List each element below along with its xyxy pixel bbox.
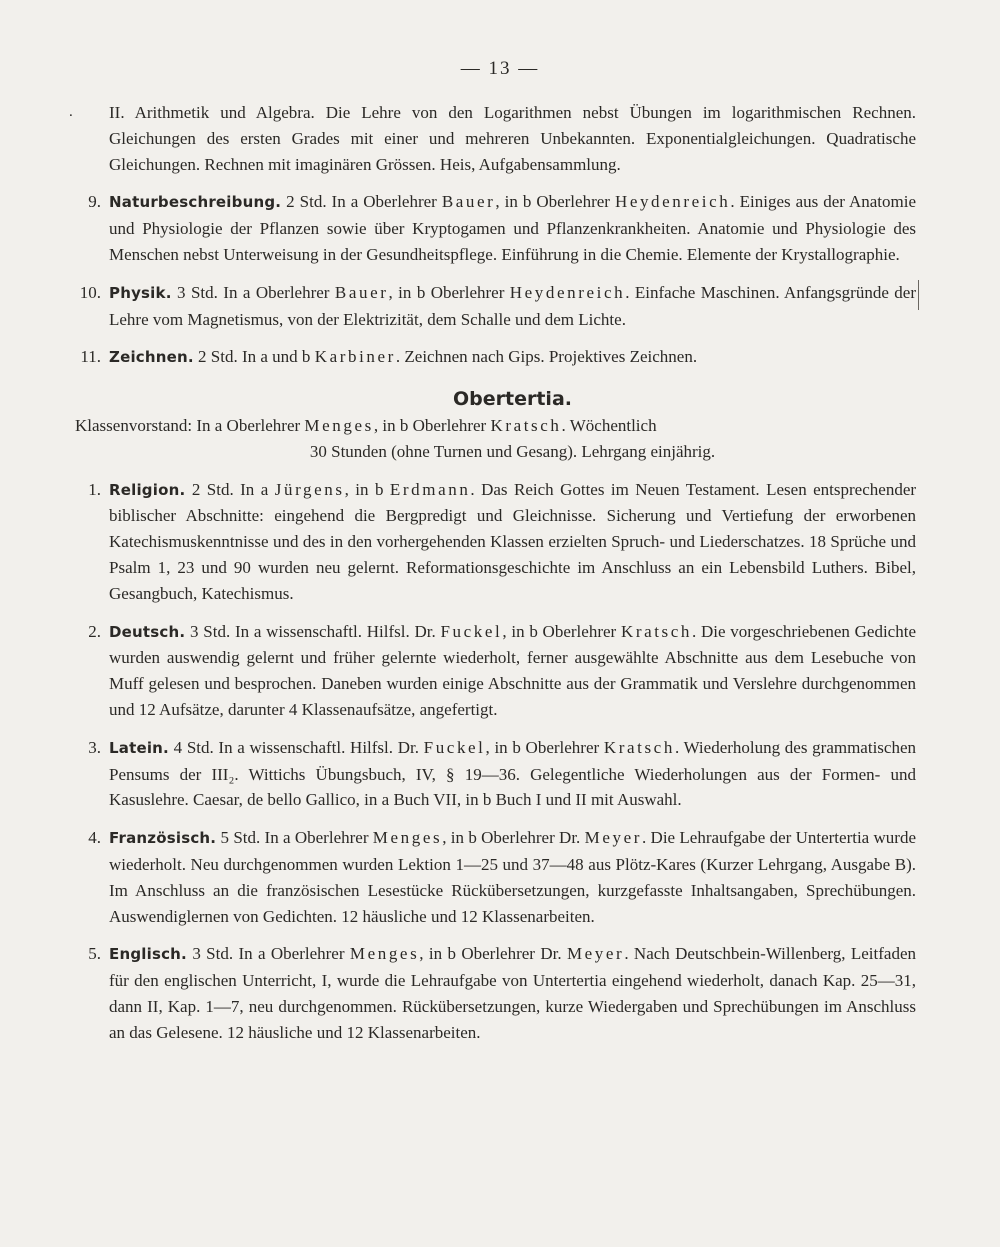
entry-text: . Das Reich Gottes im Neuen Testament. Lesen entsprechender biblischer Abschnitte: eingehend die Bergpredigt und Gleichnisse. Sicherung und Vertiefung der erworbenen Katechismuskenntnisse und des in den vorhergehenden Klassen erzielten Spruch- und Liederschatzes. 18 Sprüche und Psalm 1, 23 und 90 wurden neu gelernt. Reformationsgeschichte im Anschluss an ein Lebensbild Luthers. Bibel, Gesangbuch, Katechismus. — [109, 479, 917, 603]
entry-text: II. Arithmetik und Algebra. Die Lehre von den Logarithmen nebst Übungen im logarithmischen Rechnen. Gleichungen des ersten Grades mit einer und mehreren Unbekannten. Exponentialgleichungen. Quadratische Gleichungen. Rechnen mit imaginären Grössen. Heis, Aufgabensammlung. — [109, 103, 916, 174]
entry-pre: 2 Std. In a und b — [198, 347, 311, 367]
margin-dot: . — [69, 104, 73, 120]
entry-mid: , in b Oberlehrer — [388, 282, 505, 302]
teacher-name: Karbiner — [314, 347, 396, 367]
entry-heading: Französisch. — [109, 829, 217, 848]
entry-heading: Latein. — [109, 738, 169, 757]
entry-englisch — [88, 941, 916, 1045]
teacher-name: Fuckel — [423, 737, 486, 757]
entry-pre: 3 Std. In a Oberlehrer — [192, 944, 345, 964]
entry-arithmetik — [69, 100, 916, 177]
teacher-name: Erdmann — [389, 479, 471, 499]
entry-text: . Zeichnen nach Gips. Projektives Zeichnen. — [395, 347, 698, 367]
entry-mid: , in b — [344, 479, 384, 499]
teacher-name: Fuckel — [440, 621, 503, 641]
entry-text: . Nach Deutschbein-Willenberg, Leitfaden für den englischen Unterricht, I, wurde die Lehraufgabe von Untertertia eingehend wiederholt, danach Kap. 25—31, dann II, Kap. 1—7, neu durchgenommen. Rückübersetzungen, kurze Wiedergaben und Sprechübungen im Anschluss an das Gelesene. 12 häusliche und 12 Klassenarbeiten. — [109, 944, 916, 1042]
class-hours-line: 30 Stunden (ohne Turnen und Gesang). Lehrgang einjährig. — [309, 441, 716, 461]
teacher-name: Bauer — [441, 192, 496, 212]
entry-pre: 2 Std. In a Oberlehrer — [286, 192, 437, 212]
teacher-name: Meyer — [566, 944, 625, 964]
entry-mid: , in b Oberlehrer — [495, 192, 610, 212]
entry-number: 5. — [88, 944, 101, 964]
entry-mid: , in b Oberlehrer Dr. — [419, 944, 562, 964]
entry-number: 10. — [79, 282, 101, 302]
entry-number: 11. — [80, 347, 101, 367]
entry-religion — [88, 477, 917, 607]
teacher-name: Heydenreich — [509, 282, 626, 302]
entry-heading: Physik. — [109, 283, 172, 302]
entry-mid: , in b Oberlehrer Dr. — [442, 828, 581, 848]
entry-mid: , in b Oberlehrer — [502, 621, 617, 641]
entry-pre: 3 Std. In a wissenschaftl. Hilfsl. Dr. — [190, 621, 436, 641]
entry-mid: , in b Oberlehrer — [485, 737, 600, 757]
entry-number: 4. — [88, 828, 101, 848]
teacher-name: Jürgens — [274, 479, 345, 499]
teacher-name: Kratsch — [603, 737, 675, 757]
entry-heading: Naturbeschreibung. — [109, 193, 282, 212]
entry-deutsch — [88, 619, 916, 723]
entry-text: . Einiges aus der Anatomie und Physiologie der Pflanzen sowie über Kryptogamen und Pflanzenkrankheiten. Anatomie und Physiologie des Menschen nebst Unterweisung in der Gesundheitspflege. Einführung in die Chemie. Elemente der Krystallographie. — [109, 192, 917, 264]
vorstand-pre: Klassenvorstand: In a Oberlehrer — [75, 415, 301, 435]
entry-heading: Deutsch. — [109, 622, 186, 641]
entry-number: 2. — [88, 621, 101, 641]
entry-text: . Wiederholung des grammatischen Pensums der III₂. Wittichs Übungsbuch, IV, § 19—36. Gelegentliche Wiederholungen aus der Formen- und Kasuslehre. Caesar, de bello Gallico, in a Buch VII, in b Buch I und II mit Auswahl. — [109, 737, 917, 810]
vorstand-mid: , in b Oberlehrer — [373, 415, 487, 435]
teacher-name: Bauer — [334, 282, 389, 302]
margin-rule — [918, 280, 919, 310]
entry-pre: 2 Std. In a — [191, 479, 269, 499]
entry-naturbeschreibung — [88, 189, 917, 267]
entry-text: . Einfache Maschinen. Anfangsgründe der Lehre vom Magnetismus, von der Elektrizität, dem Schalle und dem Lichte. — [109, 282, 916, 329]
page-number: — 13 — — [460, 58, 540, 79]
entry-zeichnen — [80, 344, 916, 371]
page-body — [69, 100, 917, 1046]
entry-physik — [79, 280, 916, 333]
entry-pre: 4 Std. In a wissenschaftl. Hilfsl. Dr. — [173, 737, 419, 757]
entry-heading: Zeichnen. — [109, 348, 194, 367]
teacher-name: Heydenreich — [614, 192, 731, 212]
entry-heading: Religion. — [109, 480, 186, 499]
entry-number: 9. — [88, 192, 101, 212]
class-teacher-line — [75, 413, 916, 439]
entry-pre: 5 Std. In a Oberlehrer — [220, 828, 369, 848]
teacher-name: Kratsch — [490, 415, 562, 435]
entry-heading: Englisch. — [109, 945, 187, 964]
entry-franzoesisch — [88, 825, 917, 929]
entry-number: 1. — [88, 479, 101, 499]
vorstand-post: . Wöchentlich — [561, 415, 657, 435]
teacher-name: Menges — [349, 944, 420, 964]
section-title: Obertertia. — [453, 388, 572, 411]
teacher-name: Kratsch — [620, 621, 693, 641]
entry-text: . Die vorgeschriebenen Gedichte wurden auswendig gelernt und früher gelernte wiederholt, ferner ausgewählte Abschnitte aus dem Lesebuche von Muff gelesen und besprochen. Daneben wurden einige Abschnitte aus der Grammatik und Verslehre durchgenommen und 12 Aufsätze, darunter 4 Klassenaufsätze, angefertigt. — [109, 621, 916, 719]
entry-latein — [88, 735, 917, 813]
teacher-name: Meyer — [584, 828, 642, 848]
teacher-name: Menges — [372, 828, 443, 848]
entry-text: . Die Lehraufgabe der Untertertia wurde wiederholt. Neu durchgenommen wurden Lektion 1—25 und 37—48 aus Plötz-Kares (Kurzer Lehrgang, Ausgabe B). Im Anschluss an die französischen Lesestücke Rückübersetzungen, kurzgefasste Inhaltsangaben, Sprechübungen. Auswendiglernen von Gedichten. 12 häusliche und 12 Klassenarbeiten. — [109, 828, 917, 926]
entry-pre: 3 Std. In a Oberlehrer — [177, 282, 330, 302]
teacher-name: Menges — [304, 415, 374, 435]
entry-number: 3. — [88, 737, 101, 757]
